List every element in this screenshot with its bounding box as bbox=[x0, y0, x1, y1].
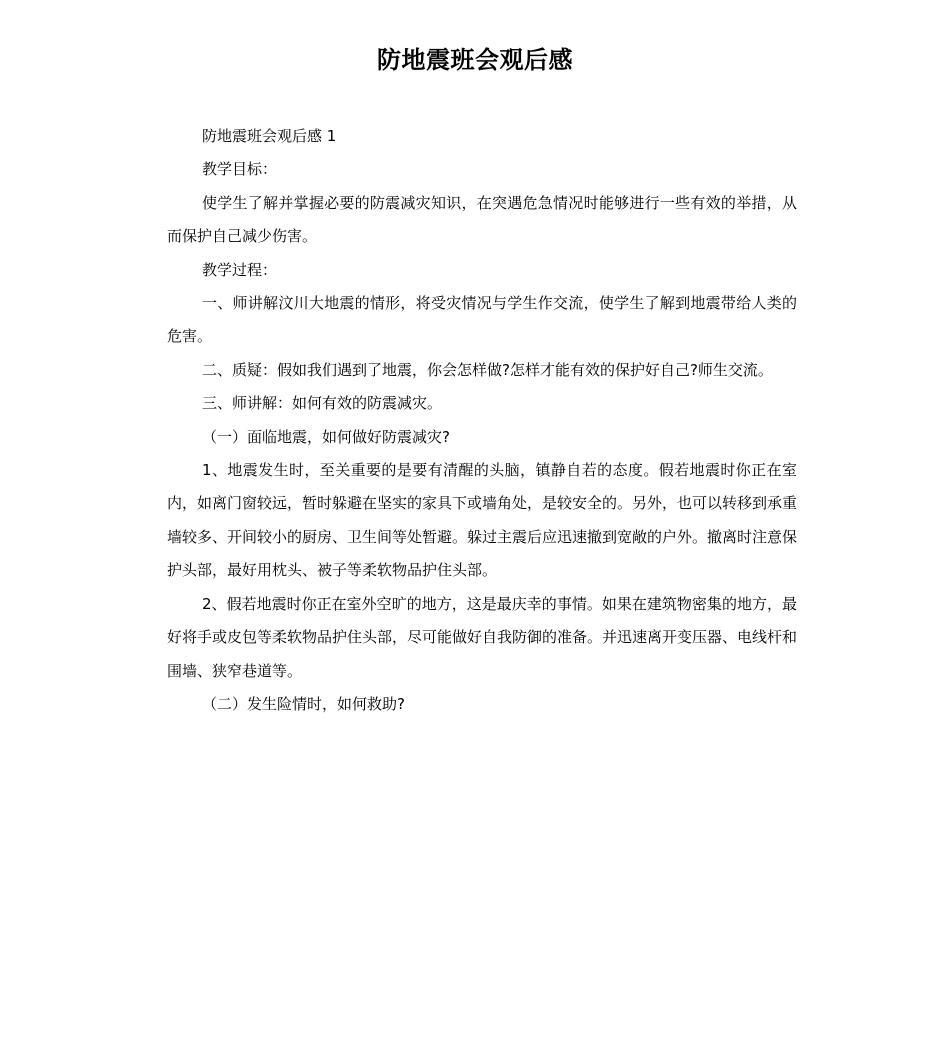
teaching-goal-text: 使学生了解并掌握必要的防震减灾知识，在突遇危急情况时能够进行一些有效的举措，从而保护自己减少伤害。 bbox=[167, 193, 797, 246]
section-heading: 防地震班会观后感 1 bbox=[202, 127, 337, 145]
teaching-goal-label: 教学目标： bbox=[202, 160, 278, 179]
body-paragraph: 2、假若地震时你正在室外空旷的地方，这是最庆幸的事情。如果在建筑物密集的地方，最好将手或皮包等柔软物品护住头部，尽可能做好自我防御的准备。并迅速离开变压器、电线杆和围墙、狭窄巷道等。 bbox=[167, 594, 798, 680]
body-paragraph: 1、地震发生时，至关重要的是要有清醒的头脑，镇静自若的态度。假若地震时你正在室内，如离门窗较远，暂时躲避在坚实的家具下或墙角处，是较安全的。另外，也可以转移到承重墙较多、开间较小的厨房、卫生间等处暂避。躲过主震后应迅速撤到宽敞的户外。撤离时注意保护头部，最好用枕头、被子等柔软物品护住头部。 bbox=[167, 461, 798, 580]
document-title: 防地震班会观后感 bbox=[377, 46, 573, 74]
document-body bbox=[167, 120, 797, 721]
subsection-heading-2: （二）发生险情时，如何救助? bbox=[202, 694, 405, 713]
process-step-2: 二、质疑：假如我们遇到了地震，你会怎样做?怎样才能有效的保护好自己?师生交流。 bbox=[202, 360, 773, 379]
teaching-process-label: 教学过程： bbox=[202, 260, 278, 279]
process-step-3: 三、师讲解：如何有效的防震减灾。 bbox=[202, 394, 443, 413]
process-step-1: 一、师讲解汶川大地震的情形，将受灾情况与学生作交流，使学生了解到地震带给人类的危害。 bbox=[167, 294, 797, 346]
subsection-heading-1: （一）面临地震，如何做好防震减灾? bbox=[202, 427, 450, 446]
